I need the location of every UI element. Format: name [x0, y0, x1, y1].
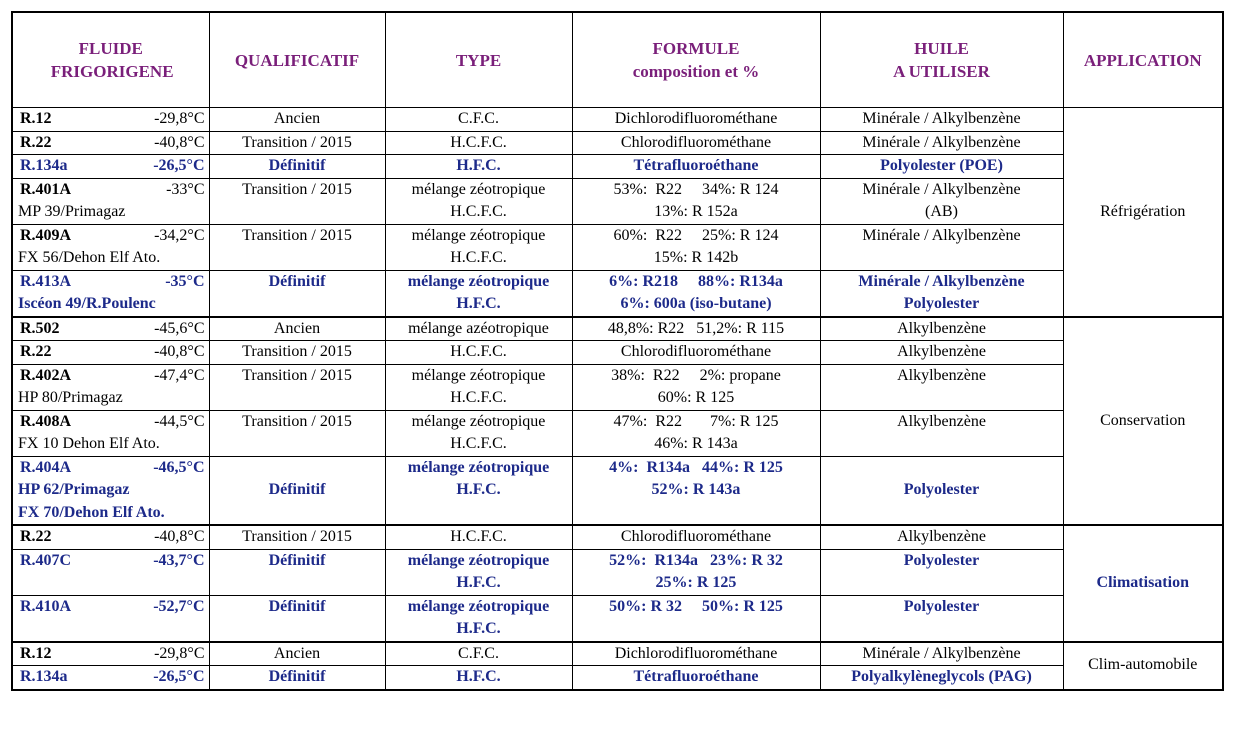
- fluide-cell: [12, 131, 209, 155]
- table-row: [12, 178, 1223, 224]
- formule-line: Chlorodifluorométhane: [620, 343, 772, 360]
- huile-cell: [820, 131, 1063, 155]
- qualificatif-cell: Définitif: [209, 666, 385, 690]
- fluide-temp: -26,5°C: [153, 668, 205, 685]
- fluide-trade-name: Iscéon 49/R.Poulenc: [18, 295, 156, 312]
- formule-line: 6%: R218 88%: R134a: [609, 272, 783, 290]
- fluide-name: R.401A: [20, 180, 72, 198]
- table-row: [12, 549, 1223, 595]
- formule-cell: [572, 549, 820, 595]
- fluide-trade-name: FX 56/Dehon Elf Ato.: [18, 249, 161, 266]
- formule-cell: [572, 317, 820, 341]
- fluide-cell: [12, 642, 209, 666]
- fluide-temp: -46,5°C: [153, 458, 205, 476]
- formule-line: Tétrafluoroéthane: [633, 157, 759, 174]
- fluide-temp: -34,2°C: [154, 226, 205, 244]
- formule-line: 48,8%: R22 51,2%: R 115: [607, 319, 785, 337]
- formule-line: 6%: 600a (iso-butane): [620, 295, 772, 312]
- fluide-line: [20, 596, 205, 619]
- fluide-name: R.409A: [20, 226, 72, 244]
- fluide-line: [20, 318, 205, 341]
- formule-line: 46%: R 143a: [654, 435, 738, 452]
- formule-cell: [572, 108, 820, 132]
- fluide-name: R.22: [20, 133, 52, 151]
- fluide-name: R.402A: [20, 366, 72, 384]
- qualificatif-cell: Transition / 2015: [209, 364, 385, 410]
- fluide-name: R.12: [20, 110, 52, 127]
- header-qualificatif: QUALIFICATIF: [209, 12, 385, 108]
- type-line: H.C.F.C.: [450, 389, 507, 406]
- table-row: [12, 155, 1223, 179]
- fluide-cell: [12, 108, 209, 132]
- type-line: H.F.C.: [456, 481, 501, 498]
- huile-cell: [820, 410, 1063, 456]
- huile-line: Polyolester: [903, 481, 980, 498]
- formule-line: 60%: R 125: [657, 389, 735, 406]
- formule-line: Chlorodifluorométhane: [620, 528, 772, 545]
- formule-cell: [572, 525, 820, 549]
- type-cell: [385, 341, 572, 365]
- fluide-line: [20, 526, 205, 549]
- type-cell: [385, 456, 572, 525]
- type-cell: [385, 595, 572, 642]
- fluide-temp: -43,7°C: [153, 551, 205, 569]
- type-cell: [385, 224, 572, 270]
- huile-cell: [820, 549, 1063, 595]
- type-cell: [385, 270, 572, 317]
- fluide-trade-name: HP 62/Primagaz: [18, 481, 130, 498]
- formule-line: Dichlorodifluorométhane: [614, 644, 778, 662]
- type-line: mélange azéotropique: [408, 319, 549, 337]
- type-line: H.F.C.: [456, 620, 501, 637]
- formule-cell: [572, 224, 820, 270]
- formule-line: Chlorodifluorométhane: [620, 133, 772, 151]
- fluide-name: R.404A: [20, 458, 72, 476]
- huile-line: Minérale / Alkylbenzène: [862, 110, 1021, 127]
- refrigerant-table: [11, 11, 1224, 691]
- table-row: [12, 270, 1223, 317]
- fluide-name: R.134a: [20, 668, 68, 685]
- formule-line: 52%: R 143a: [651, 481, 741, 498]
- type-line: H.F.C.: [456, 574, 501, 591]
- huile-cell: [820, 456, 1063, 525]
- qualificatif-cell: Ancien: [209, 642, 385, 666]
- formule-cell: [572, 341, 820, 365]
- fluide-cell: [12, 549, 209, 595]
- huile-line: Minérale / Alkylbenzène: [858, 272, 1025, 290]
- fluide-cell: [12, 270, 209, 317]
- formule-line: 13%: R 152a: [654, 203, 738, 220]
- qualificatif-cell: Ancien: [209, 317, 385, 341]
- fluide-cell: [12, 155, 209, 179]
- huile-line: Minérale / Alkylbenzène: [862, 226, 1021, 244]
- fluide-cell: [12, 410, 209, 456]
- formule-line: 4%: R134a 44%: R 125: [609, 458, 783, 476]
- huile-cell: [820, 178, 1063, 224]
- type-cell: [385, 155, 572, 179]
- huile-line: Alkylbenzène: [897, 412, 986, 430]
- huile-line: Polyolester: [903, 551, 980, 569]
- table-row: [12, 364, 1223, 410]
- huile-cell: [820, 155, 1063, 179]
- type-cell: [385, 525, 572, 549]
- fluide-line: [20, 643, 205, 666]
- huile-line: Alkylbenzène: [897, 366, 986, 384]
- huile-line: Polyalkylèneglycols (PAG): [851, 668, 1032, 685]
- table-row: [12, 595, 1223, 642]
- formule-cell: [572, 131, 820, 155]
- formule-line: 60%: R22 25%: R 124: [613, 226, 779, 244]
- type-cell: [385, 178, 572, 224]
- formule-line: 25%: R 125: [655, 574, 737, 591]
- type-line: H.F.C.: [456, 157, 501, 174]
- header-application: APPLICATION: [1063, 12, 1223, 108]
- fluide-temp: -40,8°C: [154, 528, 205, 545]
- fluide-line: [20, 550, 205, 573]
- formule-cell: [572, 595, 820, 642]
- formule-cell: [572, 364, 820, 410]
- table-row: [12, 410, 1223, 456]
- formule-line: Dichlorodifluorométhane: [614, 110, 778, 127]
- formule-cell: [572, 270, 820, 317]
- qualificatif-cell: Transition / 2015: [209, 410, 385, 456]
- fluide-temp: -29,8°C: [154, 110, 205, 127]
- huile-line: Polyolester (POE): [880, 157, 1003, 174]
- fluide-line: [20, 666, 205, 689]
- huile-line: Minérale / Alkylbenzène: [862, 133, 1021, 151]
- fluide-name: R.410A: [20, 597, 72, 615]
- huile-cell: [820, 364, 1063, 410]
- formule-cell: [572, 666, 820, 690]
- application-cell: Réfrigération: [1063, 108, 1223, 317]
- type-line: H.F.C.: [456, 295, 501, 312]
- type-line: mélange zéotropique: [411, 226, 546, 244]
- fluide-cell: [12, 341, 209, 365]
- header-huile: HUILE A UTILISER: [820, 12, 1063, 108]
- qualificatif-cell: Transition / 2015: [209, 178, 385, 224]
- fluide-name: R.22: [20, 528, 52, 545]
- type-cell: [385, 317, 572, 341]
- fluide-trade-name: MP 39/Primagaz: [18, 203, 126, 220]
- fluide-cell: [12, 224, 209, 270]
- huile-cell: [820, 595, 1063, 642]
- qualificatif-cell: Définitif: [209, 456, 385, 525]
- formule-line: 53%: R22 34%: R 124: [613, 180, 779, 198]
- formule-line: 15%: R 142b: [653, 249, 739, 266]
- header-fluide: FLUIDE FRIGORIGENE: [12, 12, 209, 108]
- fluide-temp: -29,8°C: [154, 644, 205, 662]
- fluide-trade-name: HP 80/Primagaz: [18, 389, 123, 406]
- fluide-line: [20, 457, 205, 480]
- fluide-line: [20, 365, 205, 388]
- fluide-temp: -47,4°C: [154, 366, 205, 384]
- fluide-cell: [12, 595, 209, 642]
- fluide-cell: [12, 456, 209, 525]
- huile-line: Polyolester: [903, 295, 980, 312]
- table-row: [12, 341, 1223, 365]
- type-line: H.C.F.C.: [450, 133, 507, 151]
- type-line: mélange zéotropique: [407, 551, 550, 569]
- type-line: mélange zéotropique: [407, 597, 550, 615]
- fluide-cell: [12, 317, 209, 341]
- formule-line: 50%: R 32 50%: R 125: [609, 597, 783, 615]
- huile-cell: [820, 642, 1063, 666]
- table-body: [12, 108, 1223, 690]
- huile-line: Alkylbenzène: [897, 343, 986, 360]
- fluide-line: [20, 179, 205, 202]
- formule-line: 52%: R134a 23%: R 32: [609, 551, 783, 569]
- fluide-temp: -33°C: [166, 180, 205, 198]
- application-cell: Conservation: [1063, 317, 1223, 526]
- type-line: mélange zéotropique: [411, 366, 546, 384]
- fluide-name: R.134a: [20, 157, 68, 174]
- fluide-trade-name: FX 10 Dehon Elf Ato.: [18, 435, 160, 452]
- table-row: [12, 525, 1223, 549]
- formule-line: 47%: R22 7%: R 125: [613, 412, 779, 430]
- huile-cell: [820, 270, 1063, 317]
- huile-line: Alkylbenzène: [897, 319, 986, 337]
- type-line: mélange zéotropique: [411, 180, 546, 198]
- qualificatif-cell: Transition / 2015: [209, 131, 385, 155]
- fluide-name: R.408A: [20, 412, 72, 430]
- huile-line: (AB): [925, 203, 958, 220]
- fluide-temp: -45,6°C: [154, 319, 205, 337]
- fluide-line: [20, 155, 205, 178]
- qualificatif-cell: Ancien: [209, 108, 385, 132]
- fluide-temp: -40,8°C: [154, 133, 205, 151]
- fluide-temp: -40,8°C: [154, 343, 205, 360]
- fluide-line: [20, 108, 205, 131]
- qualificatif-cell: Transition / 2015: [209, 224, 385, 270]
- type-cell: [385, 642, 572, 666]
- fluide-cell: [12, 364, 209, 410]
- fluide-temp: -35°C: [165, 272, 205, 290]
- type-line: mélange zéotropique: [411, 412, 546, 430]
- fluide-name: R.502: [20, 319, 60, 337]
- huile-cell: [820, 317, 1063, 341]
- huile-cell: [820, 525, 1063, 549]
- huile-cell: [820, 666, 1063, 690]
- fluide-name: R.407C: [20, 551, 72, 569]
- type-cell: [385, 666, 572, 690]
- qualificatif-cell: Définitif: [209, 549, 385, 595]
- fluide-temp: -52,7°C: [153, 597, 205, 615]
- table-row: [12, 666, 1223, 690]
- table-row: [12, 642, 1223, 666]
- application-cell: Climatisation: [1063, 525, 1223, 642]
- type-cell: [385, 131, 572, 155]
- fluide-line: [20, 271, 205, 294]
- qualificatif-cell: Définitif: [209, 155, 385, 179]
- type-line: H.C.F.C.: [450, 435, 507, 452]
- huile-cell: [820, 108, 1063, 132]
- qualificatif-cell: Définitif: [209, 595, 385, 642]
- fluide-name: R.413A: [20, 272, 72, 290]
- formule-cell: [572, 155, 820, 179]
- type-line: C.F.C.: [458, 644, 499, 662]
- formule-cell: [572, 642, 820, 666]
- fluide-trade-name: FX 70/Dehon Elf Ato.: [18, 503, 165, 521]
- formule-cell: [572, 178, 820, 224]
- fluide-name: R.22: [20, 343, 52, 360]
- fluide-temp: -44,5°C: [154, 412, 205, 430]
- huile-line: Minérale / Alkylbenzène: [862, 180, 1021, 198]
- fluide-line: [20, 341, 205, 364]
- huile-cell: [820, 224, 1063, 270]
- formule-line: Tétrafluoroéthane: [633, 668, 759, 685]
- huile-line: Minérale / Alkylbenzène: [862, 644, 1021, 662]
- fluide-line: [20, 225, 205, 248]
- qualificatif-cell: Transition / 2015: [209, 525, 385, 549]
- huile-line: Polyolester: [903, 597, 980, 615]
- formule-cell: [572, 456, 820, 525]
- fluide-line: [20, 411, 205, 434]
- formule-line: 38%: R22 2%: propane: [611, 366, 781, 384]
- fluide-cell: [12, 178, 209, 224]
- fluide-cell: [12, 666, 209, 690]
- header-formule: FORMULE composition et %: [572, 12, 820, 108]
- huile-line: Alkylbenzène: [897, 528, 986, 545]
- type-line: H.C.F.C.: [450, 249, 507, 266]
- fluide-temp: -26,5°C: [153, 157, 205, 174]
- header-row: [12, 12, 1223, 108]
- formule-cell: [572, 410, 820, 456]
- type-line: H.C.F.C.: [450, 203, 507, 220]
- table-row: [12, 224, 1223, 270]
- application-cell: Clim-automobile: [1063, 642, 1223, 690]
- fluide-name: R.12: [20, 644, 52, 662]
- table-row: [12, 317, 1223, 341]
- type-cell: [385, 364, 572, 410]
- table-row: [12, 108, 1223, 132]
- type-line: mélange zéotropique: [407, 458, 550, 476]
- table-row: [12, 456, 1223, 525]
- header-type: TYPE: [385, 12, 572, 108]
- fluide-line: [20, 132, 205, 155]
- table-row: [12, 131, 1223, 155]
- type-line: mélange zéotropique: [407, 272, 550, 290]
- type-cell: [385, 410, 572, 456]
- type-cell: [385, 549, 572, 595]
- type-cell: [385, 108, 572, 132]
- qualificatif-cell: Transition / 2015: [209, 341, 385, 365]
- type-line: C.F.C.: [458, 110, 499, 127]
- fluide-cell: [12, 525, 209, 549]
- type-line: H.F.C.: [456, 668, 501, 685]
- type-line: H.C.F.C.: [450, 528, 507, 545]
- type-line: H.C.F.C.: [450, 343, 507, 360]
- qualificatif-cell: Définitif: [209, 270, 385, 317]
- huile-cell: [820, 341, 1063, 365]
